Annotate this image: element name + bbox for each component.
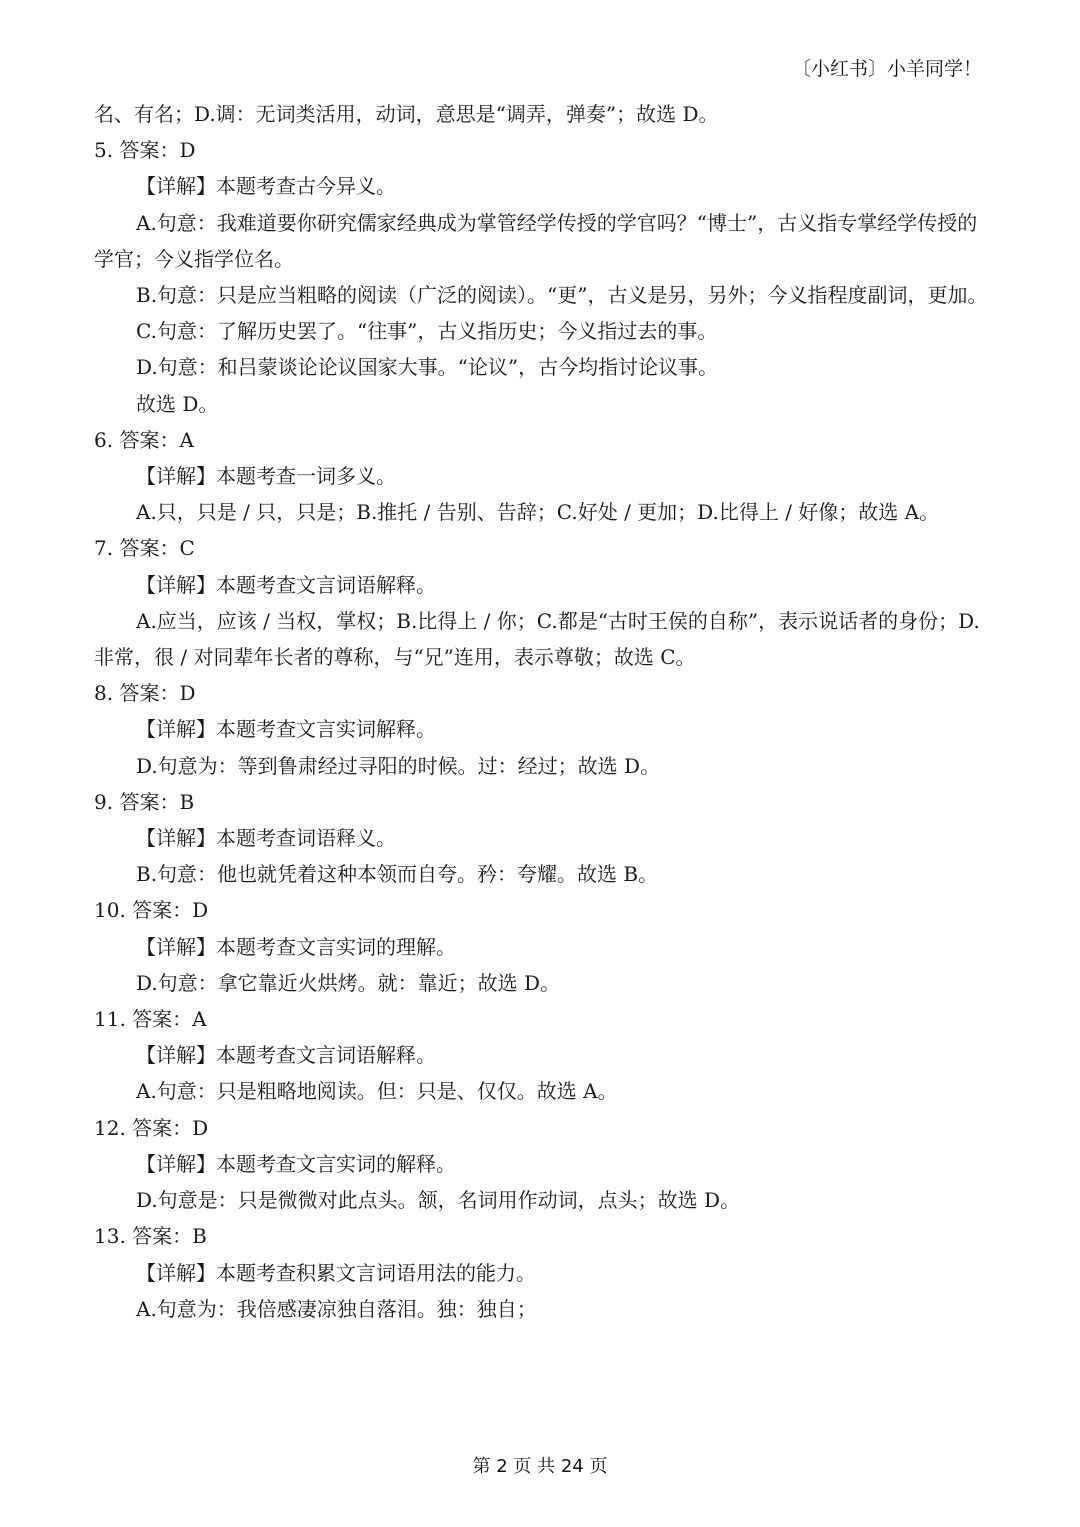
- text-line: 名、有名；D.调：无词类活用，动词，意思是“调弄，弹奏”；故选 D。: [94, 102, 719, 126]
- explanation-title: 【详解】本题考查文言实词的理解。: [136, 934, 456, 959]
- text-line: D.句意是：只是微微对此点头。颔，名词用作动词，点头；故选 D。: [136, 1188, 741, 1213]
- page-number: 第 2 页 共 24 页: [472, 1456, 608, 1477]
- answer-heading: 5. 答案：D: [94, 138, 196, 163]
- text-line: A.句意为：我倍感凄凉独自落泪。独：独自；: [136, 1296, 537, 1321]
- answer-heading: 12. 答案：D: [94, 1115, 209, 1140]
- explanation-title: 【详解】本题考查词语释义。: [136, 826, 396, 851]
- text-line: A.句意：我难道要你研究儒家经典成为掌管经学传授的学官吗？“博士”，古义指专掌经学传授的学官；今义指学位名。: [94, 210, 978, 271]
- text-line: A.只，只是 / 只，只是；B.推托 / 告别、告辞；C.好处 / 更加；D.比得上 / 好像；故选 A。: [136, 500, 940, 525]
- text-line: D.句意：拿它靠近火烘烤。就：靠近；故选 D。: [136, 970, 561, 995]
- text-line: A.句意：只是粗略地阅读。但：只是、仅仅。故选 A。: [136, 1079, 618, 1104]
- explanation-title: 【详解】本题考查文言词语解释。: [136, 572, 436, 597]
- explanation-title: 【详解】本题考查一词多义。: [136, 464, 396, 489]
- text-line: B.句意：他也就凭着这种本领而自夸。矜：夸耀。故选 B。: [136, 862, 659, 887]
- explanation-title: 【详解】本题考查文言实词的解释。: [136, 1151, 456, 1176]
- text-line: D.句意：和吕蒙谈论论议国家大事。“论议”，古今均指讨论议事。: [136, 355, 719, 380]
- answer-heading: 7. 答案：C: [94, 536, 195, 561]
- text-line: A.应当，应该 / 当权，掌权；B.比得上 / 你；C.都是“古时王侯的自称”，表示说话者的身份；D.非常，很 / 对同辈年长者的尊称，与“兄”连用，表示尊敬；故选 C。: [94, 608, 980, 670]
- answer-heading: 8. 答案：D: [94, 681, 196, 706]
- answer-content: [94, 96, 988, 1327]
- explanation-title: 【详解】本题考查文言词语解释。: [136, 1043, 436, 1068]
- explanation-title: 【详解】本题考查积累文言词语用法的能力。: [136, 1260, 536, 1285]
- answer-heading: 13. 答案：B: [94, 1224, 207, 1249]
- explanation-title: 【详解】本题考查古今异义。: [136, 174, 396, 199]
- text-line: D.句意为：等到鲁肃经过寻阳的时候。过：经过；故选 D。: [136, 753, 661, 778]
- answer-heading: 6. 答案：A: [94, 427, 194, 452]
- text-line: B.句意：只是应当粗略的阅读（广泛的阅读）。“更”，古义是另，另外；今义指程度副词，更加。: [136, 283, 988, 308]
- watermark-text: 〔小红书〕小羊同学！: [791, 58, 982, 80]
- explanation-title: 【详解】本题考查文言实词解释。: [136, 717, 436, 742]
- text-line: C.句意：了解历史罢了。“往事”，古义指历史；今义指过去的事。: [136, 319, 718, 344]
- text-line: 故选 D。: [136, 391, 219, 416]
- answer-heading: 11. 答案：A: [94, 1007, 207, 1032]
- answer-heading: 9. 答案：B: [94, 789, 195, 814]
- answer-heading: 10. 答案：D: [94, 898, 209, 923]
